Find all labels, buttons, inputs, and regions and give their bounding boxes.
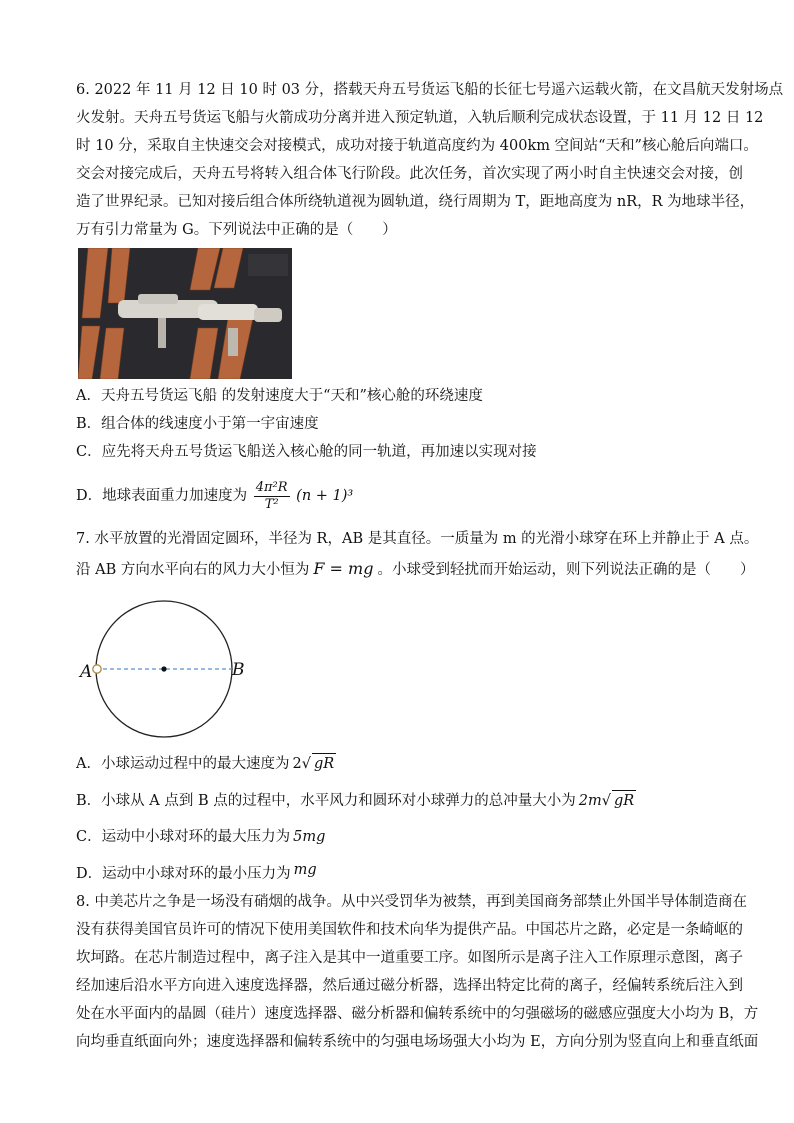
- q7-option-b-coef: 2m: [578, 793, 602, 809]
- q6-option-c: C．应先将天舟五号货运飞船送入核心舱的同一轨道，再加速以实现对接: [76, 444, 537, 460]
- q6-option-b: B．组合体的线速度小于第一宇宙速度: [76, 416, 319, 432]
- fraction-denominator: T²: [264, 496, 279, 512]
- q6-option-a: A．天舟五号货运飞船 的发射速度大于“天和”核心舱的环绕速度: [76, 388, 483, 404]
- q8-line-2: 没有获得美国官员许可的情况下使用美国软件和技术向华为提供产品。中国芯片之路，必定是一条崎岖的: [76, 922, 743, 938]
- point-a-label: A: [80, 662, 93, 682]
- q7-option-c-value: 5mg: [293, 829, 326, 845]
- point-b-label: B: [232, 660, 245, 680]
- q7-option-a-radicand: gR: [312, 753, 336, 774]
- q7-option-a-prefix: A．小球运动过程中的最大速度为: [76, 756, 290, 772]
- q8-line-5: 处在水平面内的晶圆（硅片）速度选择器、磁分析器和偏转系统中的匀强磁场的磁感应强度大小均为 B，方: [76, 1006, 759, 1022]
- q7-option-b: [76, 790, 636, 811]
- q8-line-4: 经加速后沿水平方向进入速度选择器，然后通过磁分析器，选择出特定比荷的离子，经偏转系统后注入到: [76, 978, 743, 994]
- q6-option-d-prefix: D．地球表面重力加速度为: [76, 488, 248, 504]
- q7-option-c: [76, 827, 325, 847]
- q7-line-1: 7. 水平放置的光滑固定圆环，半径为 R，AB 是其直径。一质量为 m 的光滑小球穿在环上并静止于 A 点。: [76, 531, 759, 547]
- q6-line-4: 交会对接完成后，天舟五号将转入组合体飞行阶段。此次任务，首次实现了两小时自主快速交会对接，创: [76, 166, 743, 182]
- q6-option-d: [76, 478, 353, 514]
- q6-line-3: 时 10 分，采取自主快速交会对接模式，成功对接于轨道高度约为 400km 空间站“天和”核心舱后向端口。: [76, 138, 758, 154]
- q6-line-1: 6. 2022 年 11 月 12 日 10 时 03 分，搭载天舟五号货运飞船的长征七号遥六运载火箭，在文昌航天发射场点: [76, 82, 784, 98]
- q7-line-2-suffix: 。小球受到轻扰而开始运动，则下列说法正确的是（ ）: [377, 562, 755, 578]
- q8-line-1: 8. 中美芯片之争是一场没有硝烟的战争。从中兴受罚华为被禁，再到美国商务部禁止外国半导体制造商在: [76, 894, 747, 910]
- q6-line-6: 万有引力常量为 G。下列说法中正确的是（ ）: [76, 222, 397, 238]
- space-station-illustration: [78, 248, 292, 379]
- q7-option-b-radicand: gR: [612, 790, 636, 811]
- q6-line-5: 造了世界纪录。已知对接后组合体所绕轨道视为圆轨道，绕行周期为 T，距地高度为 nR，R 为地球半径，: [76, 194, 755, 210]
- q7-wind-force-formula: F = mg: [313, 559, 374, 578]
- q8-line-3: 坎坷路。在芯片制造过程中，离子注入是其中一道重要工序。如图所示是离子注入工作原理示意图，离子: [76, 950, 743, 966]
- q7-line-2: [76, 559, 754, 580]
- q7-option-b-prefix: B．小球从 A 点到 B 点的过程中，水平风力和圆环对小球弹力的总冲量大小为: [76, 793, 576, 809]
- q6-option-d-suffix: (n + 1)³: [296, 488, 354, 504]
- space-station-photo: [78, 248, 292, 379]
- q8-line-6: 向均垂直纸面向外；速度选择器和偏转系统中的匀强电场场强大小均为 E，方向分别为竖直向上和垂直纸面: [76, 1034, 759, 1050]
- sqrt-sign: √: [301, 756, 311, 772]
- q7-option-d-value: mg: [293, 862, 317, 878]
- sqrt-sign: √: [601, 793, 611, 809]
- q6-line-2: 火发射。天舟五号货运飞船与火箭成功分离并进入预定轨道，入轨后顺利完成状态设置，于 11 月 12 日 12: [76, 110, 764, 126]
- fraction-numerator: 4π²R: [255, 479, 288, 495]
- q7-option-d: [76, 860, 317, 884]
- q7-option-d-prefix: D．运动中小球对环的最小压力为: [76, 866, 291, 882]
- q7-option-c-prefix: C．运动中小球对环的最大压力为: [76, 829, 291, 845]
- q6-option-d-fraction: [254, 480, 290, 513]
- ring-diagram: [76, 598, 256, 758]
- q7-line-2-prefix: 沿 AB 方向水平向右的风力大小恒为: [76, 562, 310, 578]
- q7-option-a-coef: 2: [292, 756, 302, 772]
- q7-option-a: [76, 753, 336, 774]
